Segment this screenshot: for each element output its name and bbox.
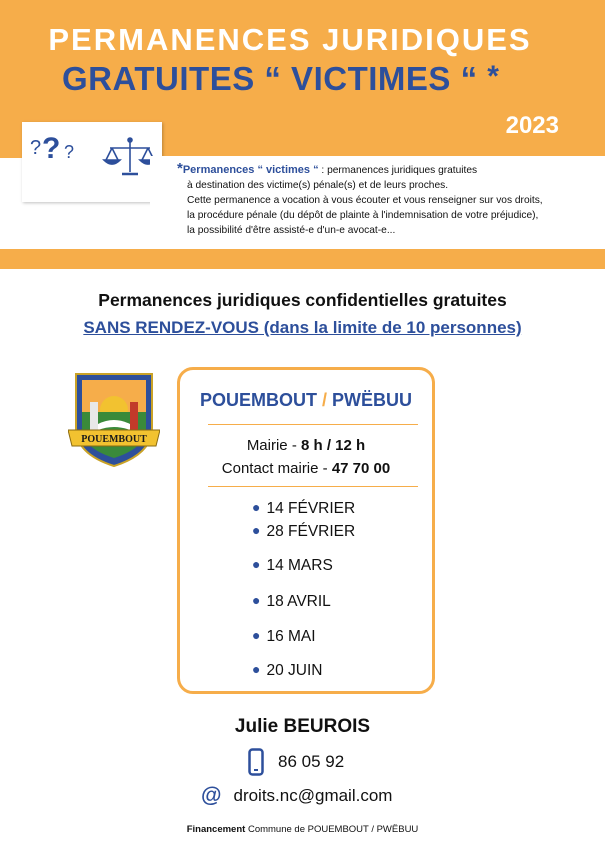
crest-svg (68, 368, 160, 468)
subtitle-line-2: SANS RENDEZ-VOUS (dans la limite de 10 personnes) (83, 318, 522, 337)
year: 2023 (505, 112, 559, 139)
town-name: POUEMBOUT (199, 390, 317, 410)
bullet-icon: ● (252, 556, 261, 572)
pouembout-crest-logo (68, 368, 160, 468)
phone-icon (248, 748, 264, 776)
description-lead-suffix: : permanences juridiques gratuites (318, 165, 478, 176)
scales-of-justice-icon (104, 138, 156, 174)
svg-text:?: ? (42, 132, 61, 165)
contact-name: Julie BEUROIS (234, 716, 371, 737)
date-item (252, 593, 331, 611)
phone-row (248, 748, 344, 776)
description-line-4: la procédure pénale (du dépôt de plainte à l'indemnisation de votre préjudice), (187, 210, 539, 221)
date-item (252, 662, 322, 680)
at-icon: @ (201, 784, 222, 807)
svg-text:?: ? (30, 137, 42, 159)
subtitle-line-1: Permanences juridiques confidentielles gratuites (98, 290, 507, 310)
hours-value: 8 h / 12 h (300, 437, 366, 454)
bullet-icon: ● (252, 499, 261, 515)
card-title (180, 390, 432, 411)
phone-number: 86 05 92 (278, 752, 345, 771)
date-text: 14 FÉVRIER (266, 500, 356, 517)
question-marks-icon (30, 132, 74, 165)
date-item (252, 628, 316, 646)
contact-label: Contact mairie - (221, 460, 332, 477)
description (177, 160, 597, 238)
title-asterisk: * (487, 60, 500, 93)
town-name-alt: PWËBUU (332, 390, 412, 410)
footer (0, 824, 605, 835)
schedule-card (177, 367, 435, 694)
town-slash: / (316, 390, 332, 410)
description-lead: Permanences “ victimes “ (182, 164, 319, 176)
date-text: 16 MAI (266, 628, 316, 645)
description-line-3: Cette permanence a vocation à vous écouter et vous renseigner sur vos droits, (187, 195, 543, 206)
date-item (252, 557, 333, 575)
title-line-2 (62, 60, 499, 98)
date-text: 28 FÉVRIER (266, 523, 356, 540)
description-line-2: à destination des victime(s) pénale(s) et de leurs proches. (187, 180, 449, 191)
email-address[interactable]: droits.nc@gmail.com (233, 786, 393, 805)
hours-label: Mairie - (246, 437, 301, 454)
date-text: 14 MARS (266, 557, 333, 574)
bullet-icon: ● (252, 592, 261, 608)
card-divider-1 (208, 424, 418, 425)
date-text: 20 JUIN (266, 662, 323, 679)
card-divider-2 (208, 486, 418, 487)
date-text: 18 AVRIL (266, 593, 331, 610)
title-line-2-text: GRATUITES “ VICTIMES “ (62, 60, 478, 97)
bullet-icon: ● (252, 522, 261, 538)
footer-label: Financement (186, 824, 246, 835)
hours-block (180, 434, 432, 480)
question-scales-svg (22, 122, 162, 202)
contact-line (180, 457, 432, 480)
title-line-1: PERMANENCES JURIDIQUES (48, 22, 532, 57)
description-line-1 (177, 160, 597, 178)
justice-illustration (22, 122, 162, 202)
bullet-icon: ● (252, 661, 261, 677)
description-line-5: la possibilité d'être assisté-e d'un-e avocat-e... (187, 225, 396, 236)
svg-text:?: ? (64, 142, 75, 162)
bullet-icon: ● (252, 627, 261, 643)
crest-banner-text: POUEMBOUT (81, 434, 147, 445)
date-item (252, 523, 355, 541)
contact-value: 47 70 00 (331, 460, 391, 477)
date-item (252, 500, 355, 518)
footer-text: Commune de POUEMBOUT / PWËBUU (245, 824, 419, 835)
hours-line (180, 434, 432, 457)
description-asterisk: * (177, 160, 183, 177)
separator-band (0, 249, 605, 269)
email-row (201, 783, 392, 809)
